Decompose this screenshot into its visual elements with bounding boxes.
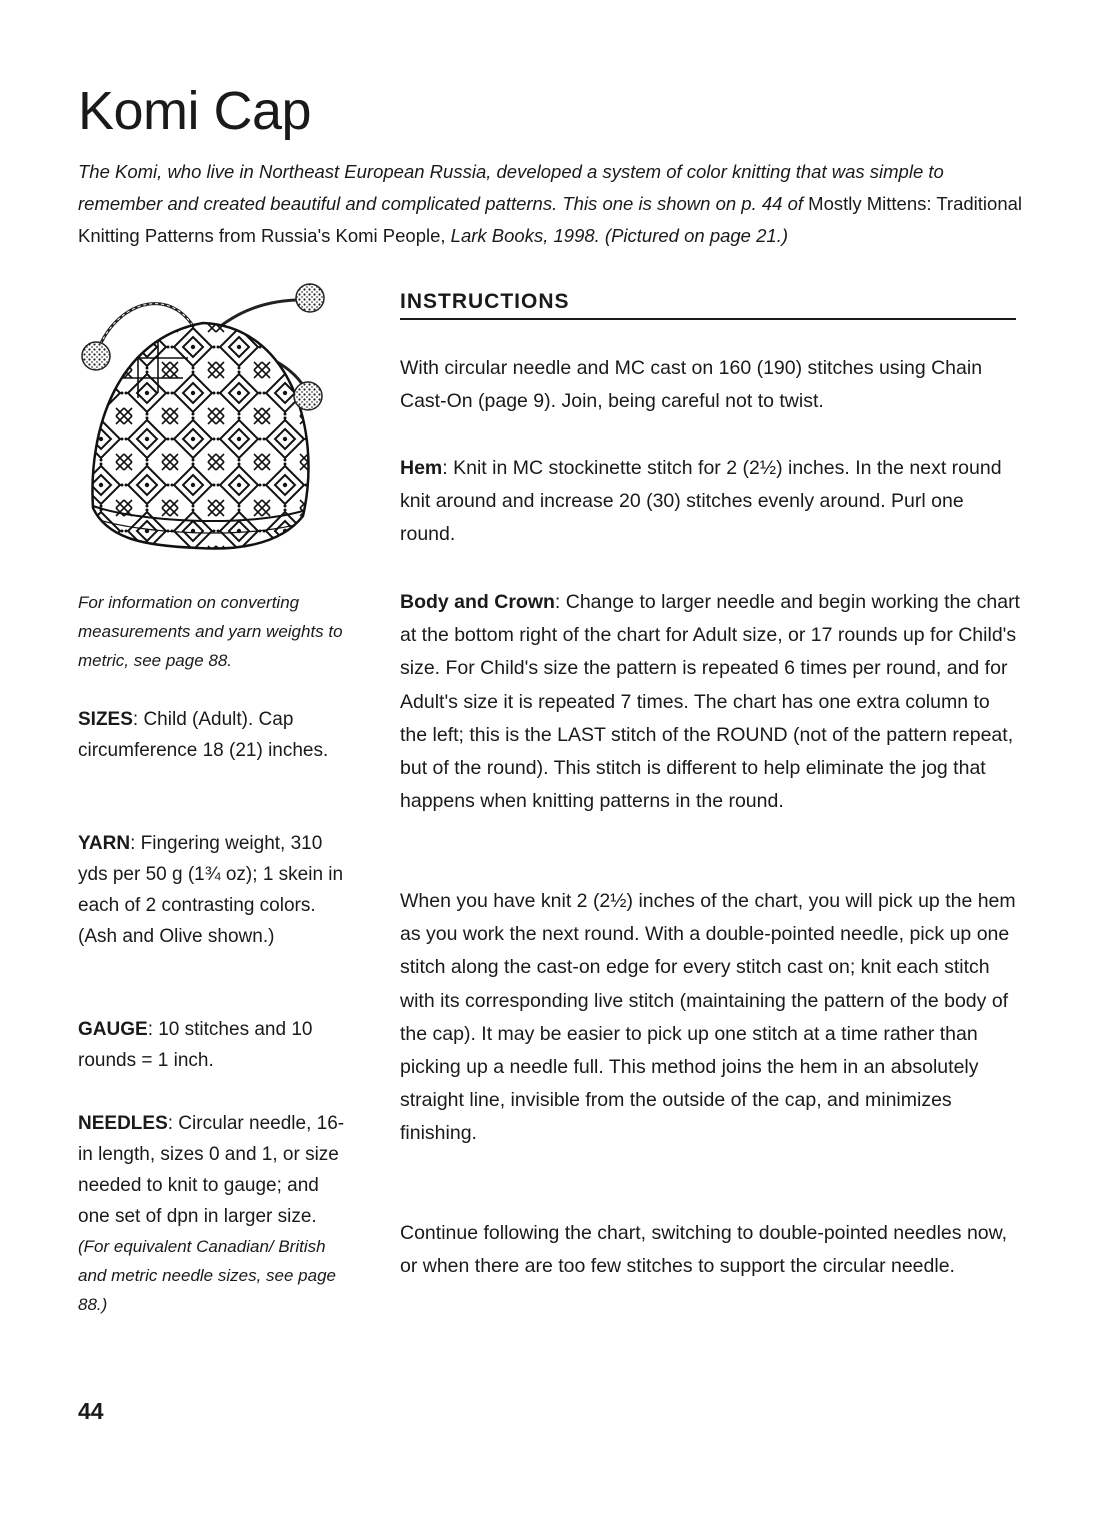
body-crown-paragraph xyxy=(400,586,1020,818)
intro-italic-tail: Lark Books, 1998. (Pictured on page 21.) xyxy=(445,225,788,246)
body-crown-label: Body and Crown xyxy=(400,591,555,613)
cap-illustration xyxy=(78,278,348,553)
pick-up-hem-paragraph: When you have knit 2 (2½) inches of the chart, you will pick up the hem as you work the next round. With a double-pointed needle, pick up one stitch along the cast-on edge for every stitch cast on; knit each stitch with its corresponding live stitch (maintaining the pattern of the body of the cap). It may be easier to pick up one stitch at a time rather than picking up a needle full. This method joins the hem in an absolutely straight line, invisible from the outside of the cap, and minimizes finishing. xyxy=(400,890,1016,1145)
hem-text: : Knit in MC stockinette stitch for 2 (2½) inches. In the next round knit around and increase 20 (30) stitches evenly around. Purl one round. xyxy=(400,457,1002,546)
intro-book-title: Mostly Mittens: Traditional Knitting Patterns from Russia's Komi People, xyxy=(78,193,1023,246)
yarn-label: YARN xyxy=(78,833,131,854)
body-crown-text: : Change to larger needle and begin working the chart at the bottom right of the chart for Adult size, or 17 rounds up for Child's size. For Child's size the pattern is repeated 6 times per round, and for Adult's size it is repeated 7 times. The chart has one extra column to the left; this is the LAST stitch of the ROUND (not of the pattern repeat, but of the round). This stitch is different to help eliminate the jog that happens when knitting patterns in the round. xyxy=(400,591,1020,813)
yarn-spec xyxy=(78,828,353,952)
instructions-heading: INSTRUCTIONS xyxy=(400,290,1016,320)
needles-label: NEEDLES xyxy=(78,1113,168,1134)
needles-note: (For equivalent Canadian/ British and metric needle sizes, see page 88.) xyxy=(78,1237,336,1314)
metric-note: For information on converting measurements and yarn weights to metric, see page 88. xyxy=(78,593,343,670)
needles-text: : Circular needle, 16-in length, sizes 0 and 1, or size needed to knit to gauge; and one set of dpn in larger size. xyxy=(78,1113,345,1227)
yarn-text: : Fingering weight, 310 yds per 50 g (1¾ oz); 1 skein in each of 2 contrasting colors. (Ash and Olive shown.) xyxy=(78,833,344,947)
gauge-spec xyxy=(78,1014,353,1076)
sizes-text: : Child (Adult). Cap circumference 18 (21) inches. xyxy=(78,709,329,761)
hem-label: Hem xyxy=(400,457,443,479)
page-number: 44 xyxy=(78,1398,104,1424)
page-title: Komi Cap xyxy=(78,81,312,141)
continue-paragraph: Continue following the chart, switching to double-pointed needles now, or when there are too few stitches to support the circular needle. xyxy=(400,1222,1008,1278)
gauge-text: : 10 stitches and 10 rounds = 1 inch. xyxy=(78,1019,313,1071)
intro-paragraph xyxy=(78,156,1028,252)
intro-italic-text: The Komi, who live in Northeast European Russia, developed a system of color knitting that was simple to remember and created beautiful and complicated patterns. This one is shown on p. 44 of xyxy=(78,161,944,214)
cast-on-paragraph: With circular needle and MC cast on 160 (190) stitches using Chain Cast-On (page 9). Join, being careful not to twist. xyxy=(400,357,983,413)
sizes-spec xyxy=(78,704,353,766)
needles-spec xyxy=(78,1108,353,1319)
sizes-label: SIZES xyxy=(78,709,133,730)
gauge-label: GAUGE xyxy=(78,1019,148,1040)
hem-paragraph xyxy=(400,452,1020,552)
